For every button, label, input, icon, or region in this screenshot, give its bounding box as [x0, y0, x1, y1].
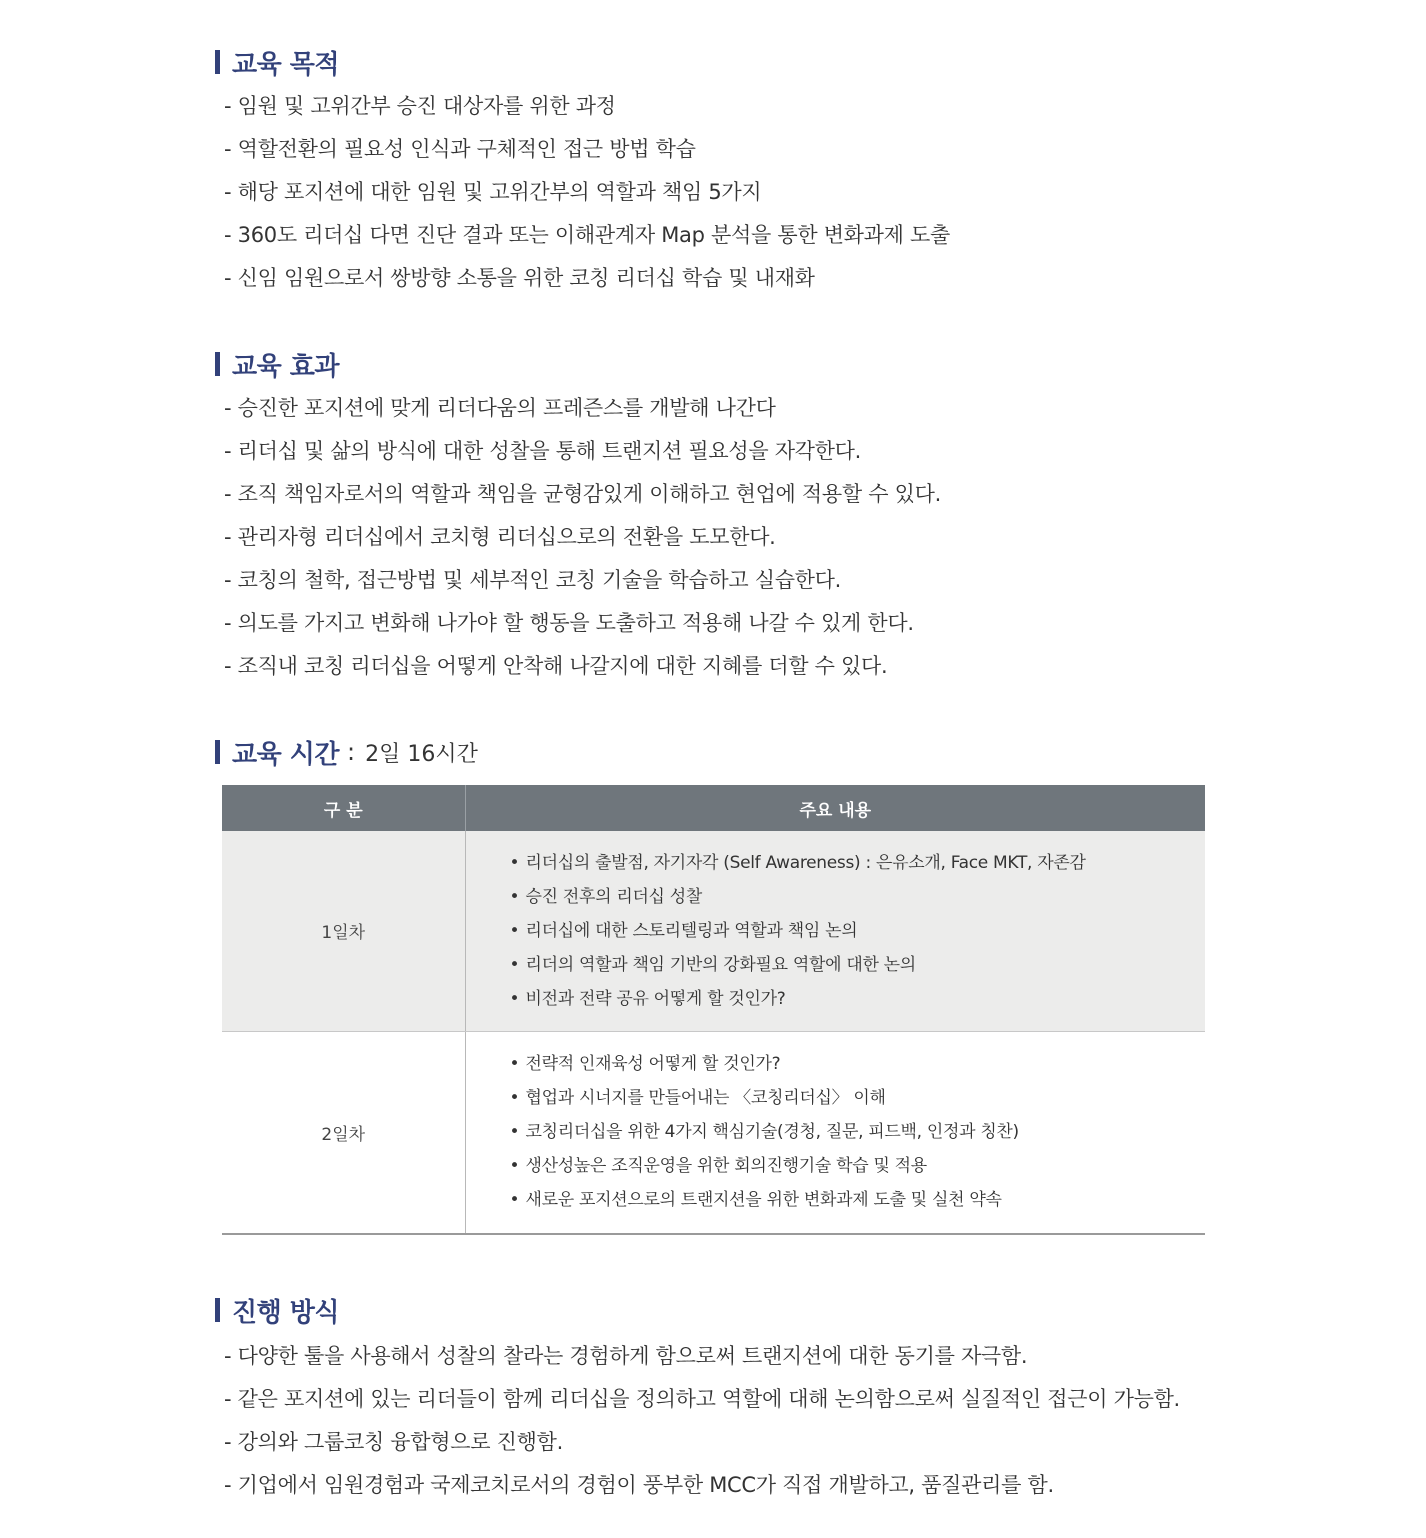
- item-text: 리더의 역할과 책임 기반의 강화필요 역할에 대한 논의: [525, 954, 916, 975]
- list-item: - 360도 리더십 다면 진단 결과 또는 이해관계자 Map 분석을 통한 변화과제 도출: [224, 223, 950, 247]
- item-text: 전략적 인재육성 어떻게 할 것인가?: [525, 1054, 781, 1075]
- bullet-dot: •: [509, 988, 520, 1009]
- list-item: - 관리자형 리더십에서 코치형 리더십으로의 전환을 도모한다.: [224, 525, 776, 549]
- section-effect-heading: [215, 347, 339, 381]
- bullet-dot: •: [509, 920, 520, 941]
- list-item: - 역할전환의 필요성 인식과 구체적인 접근 방법 학습: [224, 137, 696, 161]
- method-list: [224, 1335, 1180, 1507]
- item-text: 리더십의 출발점, 자기자각 (Self Awareness) : 은유소개, Face MKT, 자존감: [525, 852, 1086, 873]
- list-item: - 강의와 그룹코칭 융합형으로 진행함.: [224, 1430, 563, 1454]
- duration-value: 2일 16시간: [365, 741, 478, 767]
- bullet-dot: •: [509, 1190, 520, 1211]
- heading-bar: [215, 352, 220, 376]
- section-method-heading: [215, 1293, 339, 1327]
- list-item: [510, 1149, 1206, 1183]
- bullet-dot: •: [509, 886, 520, 907]
- content-list: [510, 846, 1206, 1016]
- list-item: - 리더십 및 삶의 방식에 대한 성찰을 통해 트랜지션 필요성을 자각한다.: [224, 439, 862, 463]
- heading-bar: [215, 740, 220, 764]
- list-item: [510, 880, 1206, 914]
- list-item: - 해당 포지션에 대한 임원 및 고위간부의 역할과 책임 5가지: [224, 180, 762, 204]
- section-title: 교육 시간: [232, 739, 340, 770]
- item-text: 코칭리더십을 위한 4가지 핵심기술(경청, 질문, 피드백, 인정과 칭찬): [525, 1122, 1019, 1143]
- list-item: [510, 914, 1206, 948]
- list-item: [510, 1047, 1206, 1081]
- day-label: 2일차: [222, 1031, 465, 1234]
- list-item: - 조직 책임자로서의 역할과 책임을 균형감있게 이해하고 현업에 적용할 수 있다.: [224, 482, 941, 506]
- list-item: - 임원 및 고위간부 승진 대상자를 위한 과정: [224, 94, 616, 118]
- purpose-list: [224, 85, 950, 300]
- column-header-content: 주요 내용: [465, 785, 1205, 831]
- list-item: [510, 1115, 1206, 1149]
- bullet-dot: •: [509, 1054, 520, 1075]
- bullet-dot: •: [509, 954, 520, 975]
- bullet-dot: •: [509, 1122, 520, 1143]
- schedule-table: [222, 785, 1205, 1235]
- bullet-dot: •: [509, 1156, 520, 1177]
- list-item: - 승진한 포지션에 맞게 리더다움의 프레즌스를 개발해 나간다: [224, 396, 776, 420]
- section-title: 교육 목적: [232, 49, 340, 80]
- table-row: [222, 1031, 1205, 1234]
- item-text: 비전과 전략 공유 어떻게 할 것인가?: [525, 988, 786, 1009]
- column-header-category: 구 분: [222, 785, 465, 831]
- list-item: - 기업에서 임원경험과 국제코치로서의 경험이 풍부한 MCC가 직접 개발하고, 품질관리를 함.: [224, 1473, 1054, 1497]
- bullet-dot: •: [509, 1088, 520, 1109]
- bullet-dot: •: [509, 852, 520, 873]
- day-label: 1일차: [222, 831, 465, 1031]
- item-text: 리더십에 대한 스토리텔링과 역할과 책임 논의: [525, 920, 858, 941]
- heading-bar: [215, 1298, 220, 1322]
- item-text: 생산성높은 조직운영을 위한 회의진행기술 학습 및 적용: [525, 1156, 927, 1177]
- day-content: [465, 831, 1205, 1031]
- table-header-row: [222, 785, 1205, 831]
- section-title: 진행 방식: [232, 1297, 340, 1328]
- effect-list: [224, 387, 941, 688]
- list-item: [510, 1081, 1206, 1115]
- section-time-heading: [215, 735, 478, 769]
- heading-colon: :: [347, 738, 356, 766]
- content-list: [510, 1047, 1206, 1217]
- list-item: - 같은 포지션에 있는 리더들이 함께 리더십을 정의하고 역할에 대해 논의함으로써 실질적인 접근이 가능함.: [224, 1387, 1180, 1411]
- list-item: - 다양한 툴을 사용해서 성찰의 찰라는 경험하게 함으로써 트랜지션에 대한 동기를 자극함.: [224, 1344, 1028, 1368]
- item-text: 새로운 포지션으로의 트랜지션을 위한 변화과제 도출 및 실천 약속: [525, 1190, 1002, 1211]
- item-text: 승진 전후의 리더십 성찰: [525, 886, 703, 907]
- list-item: [510, 1183, 1206, 1217]
- section-title: 교육 효과: [232, 351, 340, 382]
- item-text: 협업과 시너지를 만들어내는 〈코칭리더십〉 이해: [525, 1088, 886, 1109]
- list-item: - 코칭의 철학, 접근방법 및 세부적인 코칭 기술을 학습하고 실습한다.: [224, 568, 842, 592]
- list-item: - 신임 임원으로서 쌍방향 소통을 위한 코칭 리더십 학습 및 내재화: [224, 266, 815, 290]
- list-item: - 조직내 코칭 리더십을 어떻게 안착해 나갈지에 대한 지혜를 더할 수 있다.: [224, 654, 888, 678]
- day-content: [465, 1031, 1205, 1234]
- section-purpose-heading: [215, 45, 339, 79]
- list-item: - 의도를 가지고 변화해 나가야 할 행동을 도출하고 적용해 나갈 수 있게 한다.: [224, 611, 914, 635]
- table-row: [222, 831, 1205, 1031]
- list-item: [510, 846, 1206, 880]
- list-item: [510, 948, 1206, 982]
- list-item: [510, 982, 1206, 1016]
- heading-bar: [215, 50, 220, 74]
